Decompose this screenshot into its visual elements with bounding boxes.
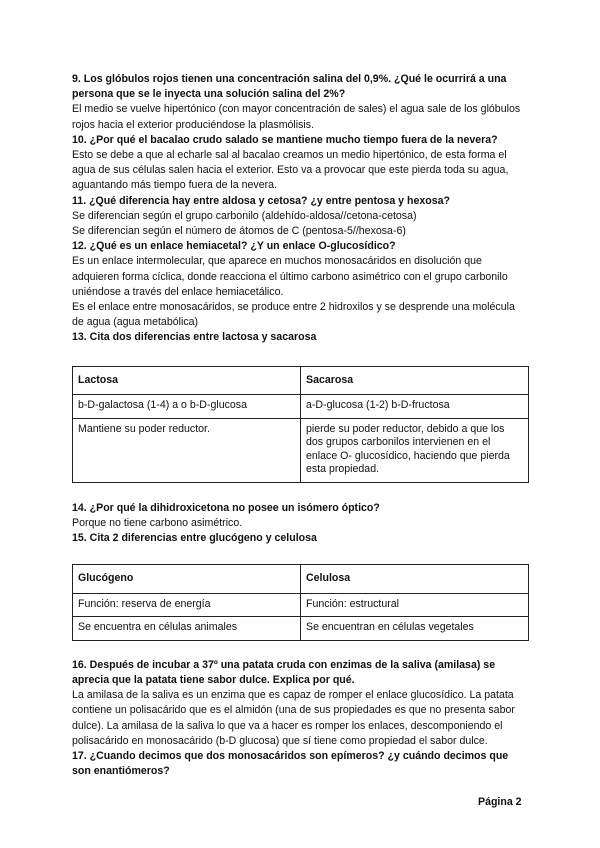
- question-15: 15. Cita 2 diferencias entre glucógeno y celulosa: [72, 532, 317, 545]
- answer-9: El medio se vuelve hipertónico (con mayor concentración de sales) el agua sale de los glóbulos rojos hacia el exterior produciéndose la plasmólisis.: [72, 103, 521, 131]
- answer-11-line-1: Se diferencian según el grupo carbonilo (aldehído-aldosa//cetona-cetosa): [72, 209, 417, 222]
- question-12: 12. ¿Qué es un enlace hemiacetal? ¿Y un enlace O-glucosídico?: [72, 240, 396, 253]
- question-11: 11. ¿Qué diferencia hay entre aldosa y cetosa? ¿y entre pentosa y hexosa?: [72, 194, 450, 207]
- page-number: Página 2: [478, 796, 522, 808]
- question-17: 17. ¿Cuando decimos que dos monosacáridos son epímeros? ¿y cuándo decimos que son enantiómeros?: [72, 749, 509, 778]
- answer-11-line-2: Se diferencian según el número de átomos de C (pentosa-5//hexosa-6): [72, 225, 406, 238]
- table-header-cell: Glucógeno: [73, 565, 301, 594]
- table-header-cell: Lactosa: [73, 366, 301, 395]
- table-row: [73, 418, 529, 482]
- table-row: [73, 593, 529, 617]
- table-cell: Mantiene su poder reductor.: [73, 418, 301, 482]
- table-row: [73, 395, 529, 419]
- answer-16: La amilasa de la saliva es un enzima que es capaz de romper el enlace glucosídico. La patata contiene un polisacárido que es el almidón (una de sus propiedades es que no presenta sabor dulce). La amilasa de la saliva lo que va a hacer es romper los enlaces, descomponiendo el polisacárido en monosacárido (b-D glucosa) que sí tiene como propiedad el sabor dulce.: [72, 689, 515, 747]
- answer-10: Esto se debe a que al echarle sal al bacalao creamos un medio hipertónico, de esta forma el agua de sus células salen hacia el exterior. Esto va a provocar que este pierda toda su agua, aguantando más tiempo fuera de la nevera.: [72, 149, 509, 192]
- table-header-row: [73, 366, 529, 395]
- answer-14: Porque no tiene carbono asimétrico.: [72, 516, 243, 529]
- table-cell: Se encuentran en células vegetales: [301, 617, 529, 641]
- glucogeno-celulosa-table: [72, 564, 529, 641]
- answer-12-paragraph-2: Es el enlace entre monosacáridos, se produce entre 2 hidroxilos y se desprende una molécula de agua (agua metabólica): [72, 301, 515, 329]
- table-header-row: [73, 565, 529, 594]
- question-9: 9. Los glóbulos rojos tienen una concentración salina del 0,9%. ¿Qué le ocurrirá a una persona que se le inyecta una solución salina del 2%?: [72, 73, 507, 101]
- table-cell: Función: reserva de energía: [73, 593, 301, 617]
- question-10: 10. ¿Por qué el bacalao crudo salado se mantiene mucho tiempo fuera de la nevera?: [72, 133, 498, 146]
- answer-12-paragraph-1: Es un enlace intermolecular, que aparece en muchos monosacáridos en disolución que adquieren forma cíclica, donde reacciona el último carbono asimétrico con el grupo carbonilo uniéndose a través del enlace hemiacetálico.: [72, 255, 508, 298]
- document-body: [72, 72, 529, 779]
- table-cell: Se encuentra en células animales: [73, 617, 301, 641]
- lactosa-sacarosa-table: [72, 366, 529, 483]
- table-cell: b-D-galactosa (1-4) a o b-D-glucosa: [73, 395, 301, 419]
- question-16: 16. Después de incubar a 37º una patata cruda con enzimas de la saliva (amilasa) se aprecia que la patata tiene sabor dulce. Explica por qué.: [72, 658, 496, 686]
- table-cell: a-D-glucosa (1-2) b-D-fructosa: [301, 395, 529, 419]
- question-13: 13. Cita dos diferencias entre lactosa y sacarosa: [72, 331, 317, 344]
- table-header-cell: Celulosa: [301, 565, 529, 594]
- table-cell: Función: estructural: [301, 593, 529, 617]
- table-row: [73, 617, 529, 641]
- table-cell: pierde su poder reductor, debido a que los dos grupos carbonilos intervienen en el enlace O- glucosídico, haciendo que pierda esta propiedad.: [301, 418, 529, 482]
- question-14: 14. ¿Por qué la dihidroxicetona no posee un isómero óptico?: [72, 501, 380, 514]
- table-header-cell: Sacarosa: [301, 366, 529, 395]
